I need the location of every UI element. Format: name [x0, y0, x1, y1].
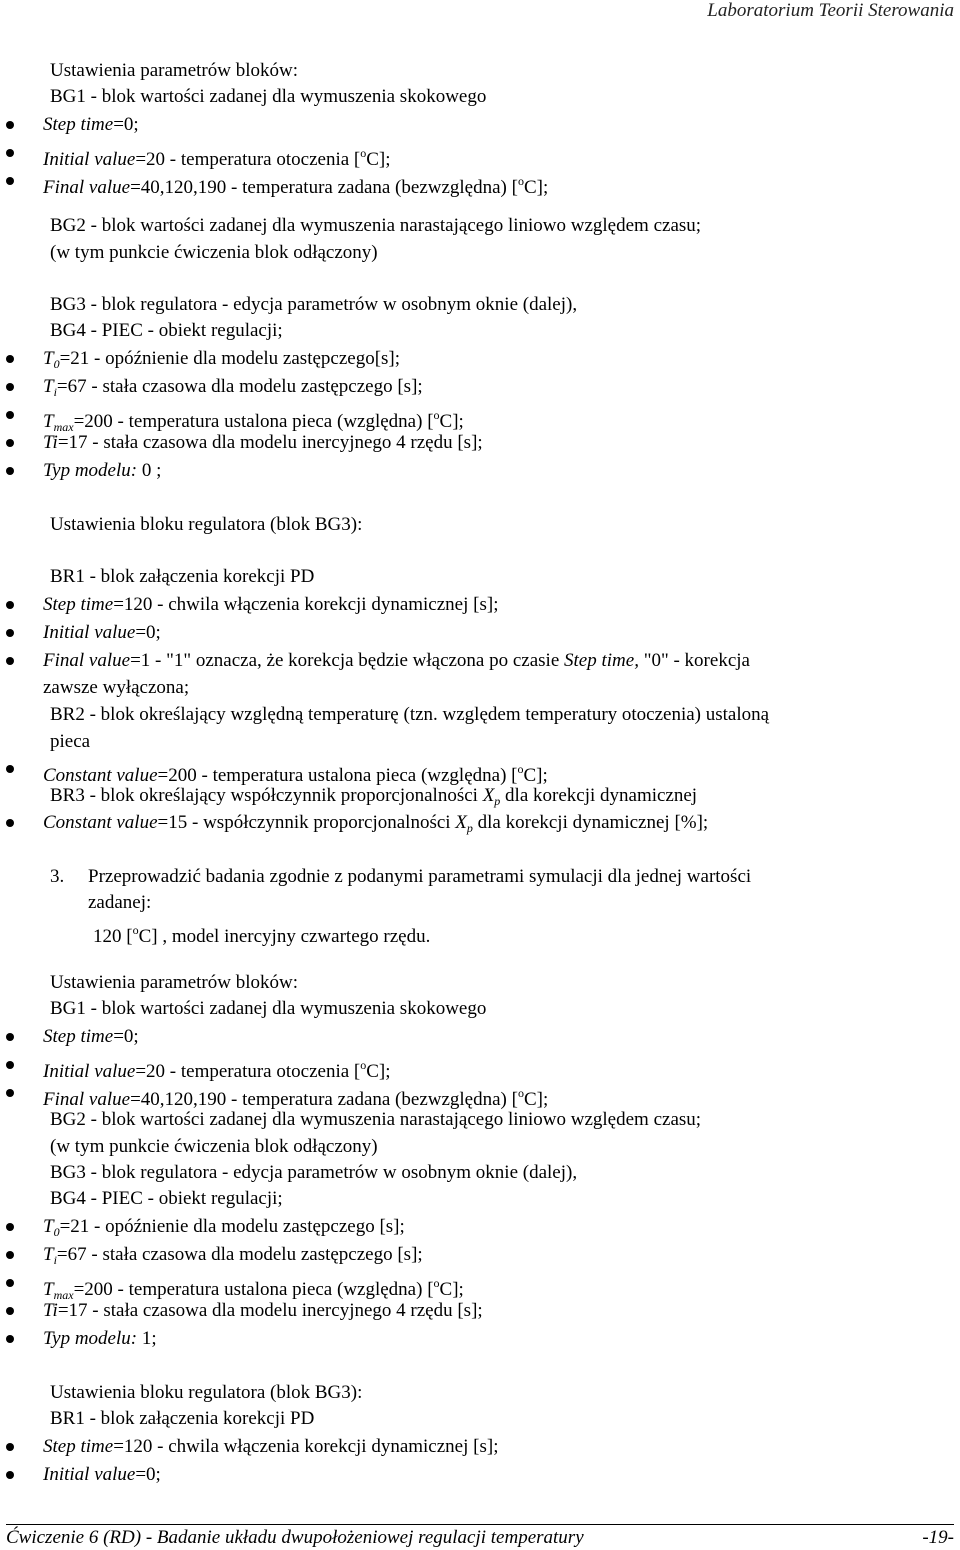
bullet-icon: [6, 1033, 14, 1041]
list-item: Step time=0;: [43, 1024, 139, 1050]
list-item: Step time=0;: [43, 112, 139, 138]
list-item: $T_i=67$ - stała czasowa dla modelu zastępczego [s];: [43, 374, 423, 405]
list-item: $T_{max}=200$ - temperatura ustalona pieca (względna) [$^o$C];: [43, 1270, 464, 1308]
item-text-cont: zadanej:: [88, 892, 152, 913]
list-item: Step time=120 - chwila włączenia korekcji dynamicznej [s];: [43, 1434, 498, 1460]
bullet-icon: [6, 149, 14, 157]
bullet-icon: [6, 355, 14, 363]
bullet-icon: [6, 467, 14, 475]
bg2-line: BG2 - blok wartości zadanej dla wymuszenia narastającego liniowo względem czasu;: [50, 215, 702, 236]
page-footer: [6, 1524, 954, 1549]
bullet-icon: [6, 657, 14, 665]
br3-line: BR3 - blok określający współczynnik proporcjonalności $X_p$ dla korekcji dynamicznej: [50, 785, 698, 808]
bullet-icon: [6, 1061, 14, 1069]
bullet-icon: [6, 1279, 14, 1287]
bg3-line: BG3 - blok regulatora - edycja parametrów w osobnym oknie (dalej),: [50, 294, 578, 315]
list-item: Constant value=15 - współczynnik proporcjonalności $X_p$ dla korekcji dynamicznej [%];: [43, 810, 708, 841]
bullet-icon: [6, 629, 14, 637]
list-item: Final value=1 - "1" oznacza, że korekcja będzie włączona po czasie Step time, "0" - korekcja: [43, 648, 750, 674]
section-heading: Ustawienia parametrów bloków:: [50, 60, 298, 81]
bg2-note: (w tym punkcie ćwiczenia blok odłączony): [50, 1136, 378, 1157]
bg2-line: BG2 - blok wartości zadanej dla wymuszenia narastającego liniowo względem czasu;: [50, 1109, 702, 1130]
bullet-icon: [6, 1471, 14, 1479]
bullet-icon: [6, 601, 14, 609]
bullet-icon: [6, 819, 14, 827]
list-item: $T_0=21$ - opóźnienie dla modelu zastępczego [s];: [43, 1214, 405, 1245]
list-item: Final value=40,120,190 - temperatura zadana (bezwzględna) [$^o$C];: [43, 1080, 548, 1113]
list-item: Ti=17 - stała czasowa dla modelu inercyjnego 4 rzędu [s];: [43, 430, 483, 456]
list-item: Initial value=0;: [43, 620, 161, 646]
bg4-line: BG4 - PIEC - obiekt regulacji;: [50, 1188, 283, 1209]
item-text: Przeprowadzić badania zgodnie z podanymi parametrami symulacji dla jednej wartości: [88, 866, 752, 887]
bg2-note: (w tym punkcie ćwiczenia blok odłączony): [50, 242, 378, 263]
bullet-icon: [6, 383, 14, 391]
bg4-line: BG4 - PIEC - obiekt regulacji;: [50, 320, 283, 341]
br2-line: BR2 - blok określający względną temperaturę (tzn. względem temperatury otoczenia) ustaloną: [50, 704, 770, 725]
list-item: Final value=40,120,190 - temperatura zadana (bezwzględna) [$^o$C];: [43, 168, 548, 201]
list-item: Typ modelu: 1;: [43, 1326, 157, 1352]
bullet-icon: [6, 1307, 14, 1315]
list-item: $T_i=67$ - stała czasowa dla modelu zastępczego [s];: [43, 1242, 423, 1273]
bg1-line: BG1 - blok wartości zadanej dla wymuszenia skokowego: [50, 998, 487, 1019]
footer-title: Ćwiczenie 6 (RD) - Badanie układu dwupołożeniowej regulacji temperatury: [6, 1527, 584, 1548]
bg3-line: BG3 - blok regulatora - edycja parametrów w osobnym oknie (dalej),: [50, 1162, 578, 1183]
bullet-icon: [6, 411, 14, 419]
bullet-icon: [6, 1335, 14, 1343]
br1-line: BR1 - blok załączenia korekcji PD: [50, 566, 315, 587]
item-value: 120 [$^o$C] , model inercyjny czwartego rzędu.: [93, 923, 431, 947]
list-item: Constant value=200 - temperatura ustalona pieca (względna) [$^o$C];: [43, 756, 548, 789]
list-item: Initial value=0;: [43, 1462, 161, 1488]
bg1-line: BG1 - blok wartości zadanej dla wymuszenia skokowego: [50, 86, 487, 107]
section-heading: Ustawienia bloku regulatora (blok BG3):: [50, 1382, 363, 1403]
list-item: Typ modelu: 0 ;: [43, 458, 161, 484]
list-item: $T_{max}=200$ - temperatura ustalona pieca (względna) [$^o$C];: [43, 402, 464, 440]
bullet-icon: [6, 439, 14, 447]
section-heading: Ustawienia bloku regulatora (blok BG3):: [50, 514, 363, 535]
bullet-icon: [6, 765, 14, 773]
list-item: $T_0=21$ - opóźnienie dla modelu zastępczego[s];: [43, 346, 400, 377]
page-number: -19-: [922, 1527, 954, 1548]
bullet-icon: [6, 1443, 14, 1451]
br2-cont: pieca: [50, 731, 91, 752]
section-heading: Ustawienia parametrów bloków:: [50, 972, 298, 993]
bullet-icon: [6, 177, 14, 185]
list-item: Step time=120 - chwila włączenia korekcji dynamicznej [s];: [43, 592, 498, 618]
list-item: Ti=17 - stała czasowa dla modelu inercyjnego 4 rzędu [s];: [43, 1298, 483, 1324]
continuation-line: zawsze wyłączona;: [43, 677, 190, 698]
bullet-icon: [6, 1089, 14, 1097]
bullet-icon: [6, 1251, 14, 1259]
page-header: Laboratorium Teorii Sterowania: [707, 0, 954, 21]
br1-line: BR1 - blok załączenia korekcji PD: [50, 1408, 315, 1429]
bullet-icon: [6, 1223, 14, 1231]
list-item: Initial value=20 - temperatura otoczenia [$^o$C];: [43, 140, 391, 173]
list-item: Initial value=20 - temperatura otoczenia [$^o$C];: [43, 1052, 391, 1085]
bullet-icon: [6, 121, 14, 129]
item-number: 3.: [50, 866, 65, 887]
